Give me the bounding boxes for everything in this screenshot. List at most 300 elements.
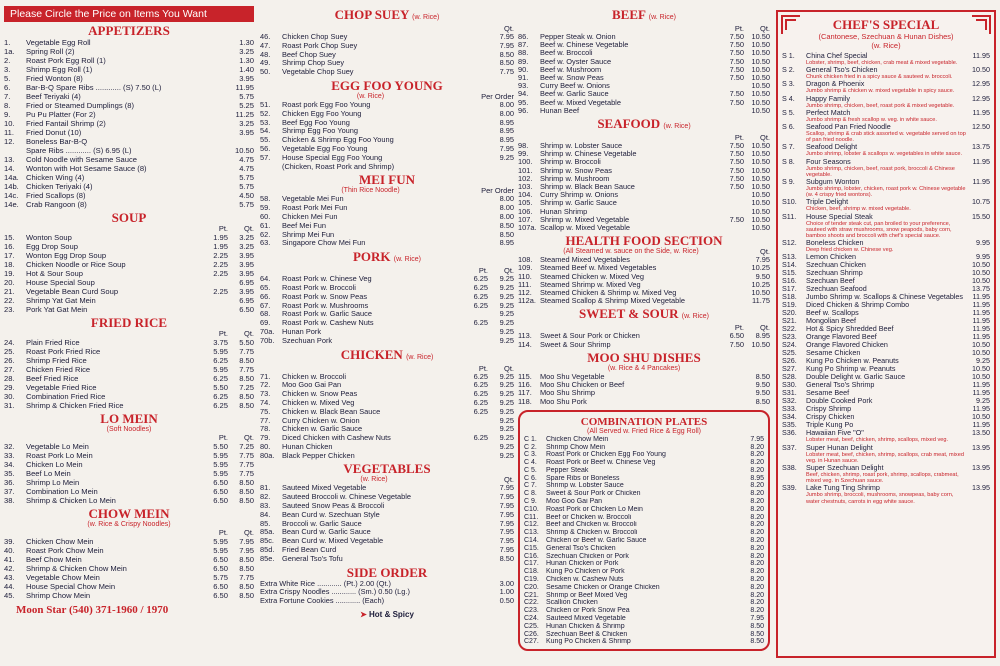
menu-item-row <box>782 239 990 247</box>
menu-item-row <box>260 588 514 597</box>
price-pint: 2.25 <box>213 260 228 269</box>
item-price: 11.95 <box>972 404 990 414</box>
item-name: Pu Pu Platter (For 2) <box>26 110 96 119</box>
menu-item-row <box>518 216 770 224</box>
item-price: 8.95 <box>499 117 514 127</box>
item-number: S26. <box>782 356 797 366</box>
item-price: 11.75 <box>752 296 770 306</box>
item-number: 115. <box>518 371 532 381</box>
item-name: Shrimp & Chicken w. Broccoli <box>546 529 638 537</box>
lo-mein-list <box>4 442 254 505</box>
item-price: 8.20 <box>750 451 764 459</box>
item-number: 14b. <box>4 182 19 191</box>
menu-item-row <box>782 341 990 349</box>
item-price: 3.25 <box>239 47 254 56</box>
item-description: Jumbo shrimp, chicken, beef, roast pork, broccoli & Chinese vegetable. <box>806 165 955 178</box>
moo-shu-title: MOO SHU DISHES <box>587 349 701 365</box>
menu-item-row <box>518 256 770 264</box>
pork-subtitle: (w. Rice) <box>393 256 422 264</box>
item-name: Beef w. Snow Peas <box>540 74 604 83</box>
item-name: General Tso's Chicken <box>546 544 616 552</box>
menu-item-row <box>782 429 990 437</box>
qt-label: Qt. <box>243 433 254 442</box>
item-name: Wonton Soup <box>26 233 72 242</box>
menu-item-row <box>524 467 764 475</box>
item-number: C 9. <box>524 498 537 506</box>
menu-item-row <box>4 83 254 92</box>
menu-item-row <box>260 163 514 172</box>
menu-item-row <box>524 599 764 607</box>
item-number: 29. <box>4 383 15 392</box>
item-price: 8.50 <box>755 396 770 406</box>
item-number: 85e. <box>260 553 275 563</box>
item-number: 14e. <box>4 200 19 209</box>
price-pint <box>718 107 744 115</box>
item-number: S 1. <box>782 51 795 60</box>
menu-item-row <box>4 92 254 101</box>
item-name: Moo Shu Chicken or Beef <box>540 381 625 390</box>
item-name: Moo Goo Gai Pan <box>546 498 603 506</box>
menu-item-row <box>4 305 254 314</box>
item-name: Fried Wonton (8) <box>26 74 83 83</box>
menu-item-row <box>4 383 254 392</box>
item-number: S30. <box>782 380 797 390</box>
menu-item-row <box>260 537 514 546</box>
menu-item-row <box>260 408 514 417</box>
menu-item-row <box>524 490 764 498</box>
menu-item-row <box>4 374 254 383</box>
item-number: 24. <box>4 338 15 347</box>
item-price: 10.50 <box>972 260 990 270</box>
menu-item-row <box>524 537 764 545</box>
item-number: 54. <box>260 126 271 136</box>
item-name: Sauteed Mixed Vegetable <box>282 484 367 493</box>
price-pint <box>462 443 488 452</box>
price-quart: 9.25 <box>499 318 514 328</box>
menu-item-row <box>518 389 770 397</box>
item-name: Lake Tung Ting Shrimp <box>806 484 880 493</box>
item-number: 14. <box>4 164 15 173</box>
item-number: 18. <box>4 260 15 269</box>
menu-item-row <box>4 110 254 119</box>
item-number: 31. <box>4 401 15 410</box>
price-pint: 6.25 <box>473 389 488 399</box>
menu-item-row <box>4 392 254 401</box>
item-number: 87. <box>518 40 529 50</box>
beef-list <box>518 33 770 115</box>
item-number: S27. <box>782 364 797 374</box>
item-number: S38. <box>782 463 797 473</box>
item-name: Perfect Match <box>806 108 851 117</box>
item-name: Roast Pork Mei Fun <box>282 204 348 213</box>
item-number: 17. <box>4 251 15 260</box>
pt-label: Pt. <box>218 433 228 442</box>
soup-title-text: SOUP <box>111 210 147 225</box>
item-price: 10.50 <box>972 65 990 75</box>
item-price: 7.75 <box>499 67 514 77</box>
item-number: 91. <box>518 73 529 83</box>
item-name: Chicken w. Snow Peas <box>282 390 358 399</box>
price-quart: 9.25 <box>499 441 514 451</box>
price-quart: 3.95 <box>239 287 254 296</box>
price-quart: 9.25 <box>499 450 514 460</box>
price-pint <box>718 199 744 207</box>
menu-item-row <box>4 496 254 505</box>
item-number: 55. <box>260 135 271 145</box>
item-name: Moo Shu Vegetable <box>540 372 605 381</box>
item-name: Steamed Mixed Vegetables <box>540 256 630 265</box>
item-number: 67. <box>260 300 271 310</box>
item-name: Fried Scallops (8) <box>26 191 86 200</box>
item-number: 26. <box>4 356 15 365</box>
item-name: Scallop w. Mixed Vegetable <box>540 224 630 233</box>
health-food-subtitle: (All Steamed w. sauce on the Side, w. Rice) <box>563 248 699 256</box>
item-name: Boneless Bar-B-Q <box>26 137 88 146</box>
menu-item-row <box>782 198 990 206</box>
price-pint: 7.50 <box>729 64 744 74</box>
item-number: C16. <box>524 552 539 560</box>
menu-item-row <box>524 498 764 506</box>
chow-mein-header <box>4 529 254 537</box>
menu-item-row <box>4 65 254 74</box>
chicken-title-text: CHICKEN <box>340 346 403 362</box>
item-price: 11.95 <box>972 380 990 390</box>
hot-spicy-legend <box>260 610 514 619</box>
price-quart: 7.75 <box>239 451 254 460</box>
menu-item-row <box>524 560 764 568</box>
menu-item-row <box>260 452 514 461</box>
item-price: 11.95 <box>972 156 990 166</box>
menu-item-row <box>782 52 990 60</box>
item-price: 7.95 <box>499 518 514 528</box>
price-quart: 9.25 <box>499 291 514 301</box>
item-number: 98. <box>518 141 529 151</box>
item-number: S28. <box>782 372 797 382</box>
chefs-special-subtitle-2: (w. Rice) <box>871 41 901 50</box>
item-number: 77. <box>260 415 271 425</box>
qt-label: Qt. <box>759 24 770 33</box>
qt-label: Qt. <box>503 475 514 485</box>
item-number: S20. <box>782 308 797 318</box>
item-number: C26. <box>524 630 539 638</box>
item-name: Kung Po Chicken w. Peanuts <box>806 357 899 366</box>
item-name: Szechuan Shrimp <box>806 269 863 278</box>
price-pint <box>462 417 488 426</box>
item-name: General Tso's Chicken <box>806 66 878 75</box>
item-price: 8.50 <box>755 371 770 381</box>
side-order-list <box>260 580 514 606</box>
item-name: Shrimp or Beef Mixed Veg <box>546 591 628 599</box>
item-name: Extra Fortune Cookies ............ (Each) <box>260 597 385 606</box>
item-number: 10. <box>4 119 15 128</box>
item-number: 88. <box>518 48 529 58</box>
menu-item-row <box>782 123 990 131</box>
item-price: 8.20 <box>750 568 764 576</box>
item-price: 8.20 <box>750 498 764 506</box>
price-pint: 7.50 <box>729 48 744 58</box>
column-3 <box>518 6 770 651</box>
price-quart: 8.50 <box>239 582 254 591</box>
item-number <box>4 146 26 155</box>
item-price: 11.95 <box>972 107 990 117</box>
item-price: 8.50 <box>499 49 514 59</box>
price-pint: 6.50 <box>213 555 228 564</box>
menu-item-row <box>260 145 514 154</box>
menu-item-row <box>4 401 254 410</box>
item-name: Mongolian Beef <box>806 317 856 326</box>
corner-ornament-icon <box>970 14 992 36</box>
item-number: 35. <box>4 469 15 478</box>
price-pint: 6.25 <box>473 371 488 381</box>
item-name: Roast Pork or Beef w. Chinese Veg <box>546 459 656 467</box>
item-name: Chicken w. Broccoli <box>282 372 347 381</box>
item-name: Spring Roll (2) <box>26 47 75 56</box>
chefs-special-list <box>778 52 994 505</box>
item-price: 10.50 <box>972 276 990 286</box>
price-pint: 6.25 <box>213 392 228 401</box>
price-quart: 3.95 <box>239 251 254 260</box>
item-name: Shrimp w. Black Bean Sauce <box>540 183 635 192</box>
moo-shu-subtitle: (w. Rice & 4 Pancakes) <box>607 364 681 372</box>
item-name: Beef w. Broccoli <box>540 49 593 58</box>
chop-suey-title-text: CHOP SUEY <box>334 7 409 22</box>
price-pint: 6.25 <box>473 300 488 310</box>
price-pint: 7.50 <box>729 56 744 66</box>
price-pint: 3.75 <box>213 338 228 347</box>
menu-item-row <box>260 319 514 328</box>
price-quart: 8.50 <box>239 487 254 496</box>
item-number: 79. <box>260 433 271 443</box>
item-number: S10. <box>782 197 797 207</box>
item-number: 38. <box>4 496 15 505</box>
menu-item-row <box>4 356 254 365</box>
item-name: Vegetable Bean Curd Soup <box>26 287 119 296</box>
chili-icon: ➤ <box>360 610 367 620</box>
item-price: 7.95 <box>755 255 770 265</box>
chefs-special-subtitle: (Cantonese, Szechuan & Hunan Dishes) <box>818 32 954 41</box>
menu-item-row <box>782 325 990 333</box>
item-number: 101. <box>518 165 533 175</box>
menu-item-row <box>260 136 514 145</box>
price-pint: 6.25 <box>213 401 228 410</box>
price-quart: 10.50 <box>751 56 770 66</box>
item-name: Chicken Noodle or Rice Soup <box>26 260 126 269</box>
item-number: 86. <box>518 32 529 41</box>
menu-item-row <box>524 638 764 646</box>
item-number: 65. <box>260 282 271 292</box>
item-name: Shrimp Fried Rice <box>26 356 87 365</box>
price-pint: 1.95 <box>213 233 228 242</box>
price-quart: 9.25 <box>499 415 514 425</box>
price-pint <box>718 191 744 199</box>
vegetables-list <box>260 484 514 563</box>
item-name: Beef Chow Mein <box>26 555 82 564</box>
menu-item-row <box>4 460 254 469</box>
price-pint <box>462 328 488 337</box>
price-quart: 8.50 <box>239 478 254 487</box>
price-quart: 10.50 <box>751 40 770 50</box>
price-pint: 7.50 <box>729 149 744 159</box>
item-price: 7.95 <box>499 501 514 511</box>
appetizers-list <box>4 38 254 209</box>
item-number: C11. <box>524 513 539 521</box>
item-number: C 8. <box>524 490 537 498</box>
item-name: Steamed Scallop & Shrimp Mixed Vegetable <box>540 297 686 306</box>
menu-item-row <box>260 239 514 248</box>
item-name: Vegetable Egg Foo Young <box>282 144 368 153</box>
item-name: Sesame Chicken <box>806 349 861 358</box>
price-quart: 10.50 <box>751 223 770 233</box>
item-number: 49. <box>260 58 271 68</box>
item-price: 10.50 <box>751 288 770 298</box>
price-quart: 9.25 <box>499 335 514 345</box>
item-name: Shrimp Chow Mein <box>26 591 91 600</box>
item-name: Hunan Chicken or Pork <box>546 560 619 568</box>
menu-item-row <box>260 546 514 555</box>
health-food-list <box>518 256 770 305</box>
item-number: 78. <box>260 424 271 434</box>
menu-item-row <box>260 195 514 204</box>
item-name: Steamed Chicken w. Mixed Veg <box>540 272 644 281</box>
price-quart: 9.25 <box>499 300 514 310</box>
menu-item-row <box>518 107 770 115</box>
item-number: 16. <box>4 242 15 251</box>
item-price: 7.95 <box>499 509 514 519</box>
price-quart: 7.95 <box>239 546 254 555</box>
item-price: 10.25 <box>751 279 770 289</box>
price-pint: 6.50 <box>213 487 228 496</box>
item-number: C13. <box>524 529 539 537</box>
price-quart: 7.75 <box>239 347 254 356</box>
item-name: China Chef Special <box>806 52 868 60</box>
menu-item-row <box>782 80 990 88</box>
menu-item-row <box>782 95 990 103</box>
item-number: S15. <box>782 268 797 278</box>
item-price: 7.95 <box>499 545 514 555</box>
item-number: S12. <box>782 238 797 248</box>
item-price: 1.40 <box>239 65 254 74</box>
price-quart: 3.95 <box>239 269 254 278</box>
item-price <box>488 163 514 172</box>
item-name: Roast Pork w. Snow Peas <box>282 292 368 301</box>
menu-item-row <box>518 191 770 199</box>
item-description: Lobster meat, beef, chicken, shrimp, scallops, crab meat, mixed veg. in Hunan sauce. <box>806 451 964 464</box>
menu-item-row <box>782 373 990 381</box>
menu-item-row <box>260 337 514 346</box>
item-name: Moo Goo Gai Pan <box>282 381 342 390</box>
item-number: 66. <box>260 291 271 301</box>
menu-item-row <box>260 51 514 60</box>
item-price: 0.50 <box>499 596 514 606</box>
menu-item-row <box>4 338 254 347</box>
item-name: General Tso's Shrimp <box>806 381 875 390</box>
item-name: House Special Chow Mein <box>26 582 116 591</box>
menu-item-row <box>782 405 990 413</box>
price-quart: 3.25 <box>239 242 254 251</box>
item-number: 104. <box>518 190 533 200</box>
menu-item-row <box>782 357 990 365</box>
item-number: 12. <box>4 137 15 146</box>
price-quart: 10.50 <box>751 32 770 41</box>
pork-title <box>260 250 514 267</box>
item-number: C19. <box>524 576 539 584</box>
price-quart: 6.95 <box>239 278 254 287</box>
item-price: 8.50 <box>750 638 764 646</box>
item-name: Shrimp w. Garlic Sauce <box>540 199 617 208</box>
item-price: 8.20 <box>750 443 764 451</box>
price-quart: 10.50 <box>751 165 770 175</box>
item-price: 3.00 <box>499 578 514 588</box>
item-number: 70a. <box>260 326 275 336</box>
item-name: Szechuan Beef & Chicken <box>546 630 628 638</box>
item-name: Combination Fried Rice <box>26 392 106 401</box>
item-number: 93. <box>518 81 529 91</box>
item-price: 8.20 <box>750 529 764 537</box>
menu-item-row <box>782 317 990 325</box>
item-number: S 8. <box>782 156 795 166</box>
price-pint: 6.50 <box>213 591 228 600</box>
item-name: Shrimp w. Chinese Vegetable <box>540 150 637 159</box>
item-name: Moo Shu Pork <box>540 397 587 406</box>
menu-item-row <box>4 564 254 573</box>
menu-item-row <box>260 502 514 511</box>
item-number: 50. <box>260 67 271 77</box>
menu-item-row <box>260 68 514 77</box>
menu-item-row <box>782 365 990 373</box>
item-price: 8.00 <box>499 99 514 109</box>
pt-label: Pt. <box>734 24 744 33</box>
item-name: Vegetable Chop Suey <box>282 68 354 77</box>
item-price: 3.95 <box>239 128 254 137</box>
item-price: 7.95 <box>499 527 514 537</box>
item-description: Jumbo shrimp, lobster, chicken, roast pork w. Chinese vegetable (w. 4 crispy fried wontons). <box>806 186 966 199</box>
item-price: 8.50 <box>499 220 514 230</box>
item-name: Shrimp Egg Foo Young <box>282 127 359 136</box>
menu-item-row <box>260 213 514 222</box>
item-name: Chicken w. Cashew Nuts <box>546 576 624 584</box>
menu-item-row <box>260 493 514 502</box>
item-name: Happy Family <box>806 94 850 103</box>
price-pint <box>462 337 488 346</box>
price-quart: 9.25 <box>499 433 514 443</box>
menu-item-row <box>4 546 254 555</box>
menu-item-row <box>4 56 254 65</box>
item-number: 85a. <box>260 527 275 537</box>
price-pint: 7.50 <box>729 32 744 41</box>
egg-foo-young-title: EGG FOO YOUNG <box>331 77 443 93</box>
item-number: 111. <box>518 279 532 289</box>
price-pint: 6.50 <box>213 564 228 573</box>
item-name: Chicken or Beef w. Garlic Sauce <box>546 537 647 545</box>
item-name: Sauteed Broccoli w. Chinese Vegetable <box>282 493 412 502</box>
item-number: 70b. <box>260 335 275 345</box>
item-name: Vegetable Lo Mein <box>26 442 89 451</box>
item-price: 5.75 <box>239 200 254 209</box>
item-number: S18. <box>782 292 797 302</box>
item-price: 13.75 <box>972 284 990 294</box>
item-price: 8.20 <box>750 591 764 599</box>
item-name: Szechuan Beef <box>806 277 855 286</box>
menu-item-row <box>260 520 514 529</box>
item-name: Beef w. Chinese Vegetable <box>540 41 629 50</box>
health-food-title: HEALTH FOOD SECTION <box>565 233 723 249</box>
menu-item-row <box>260 484 514 493</box>
item-number: S 9. <box>782 177 795 187</box>
price-pint: 7.50 <box>729 339 744 349</box>
column-1 <box>4 6 254 616</box>
item-name: Roast Pork Chop Suey <box>282 41 358 50</box>
menu-item-row <box>518 273 770 281</box>
